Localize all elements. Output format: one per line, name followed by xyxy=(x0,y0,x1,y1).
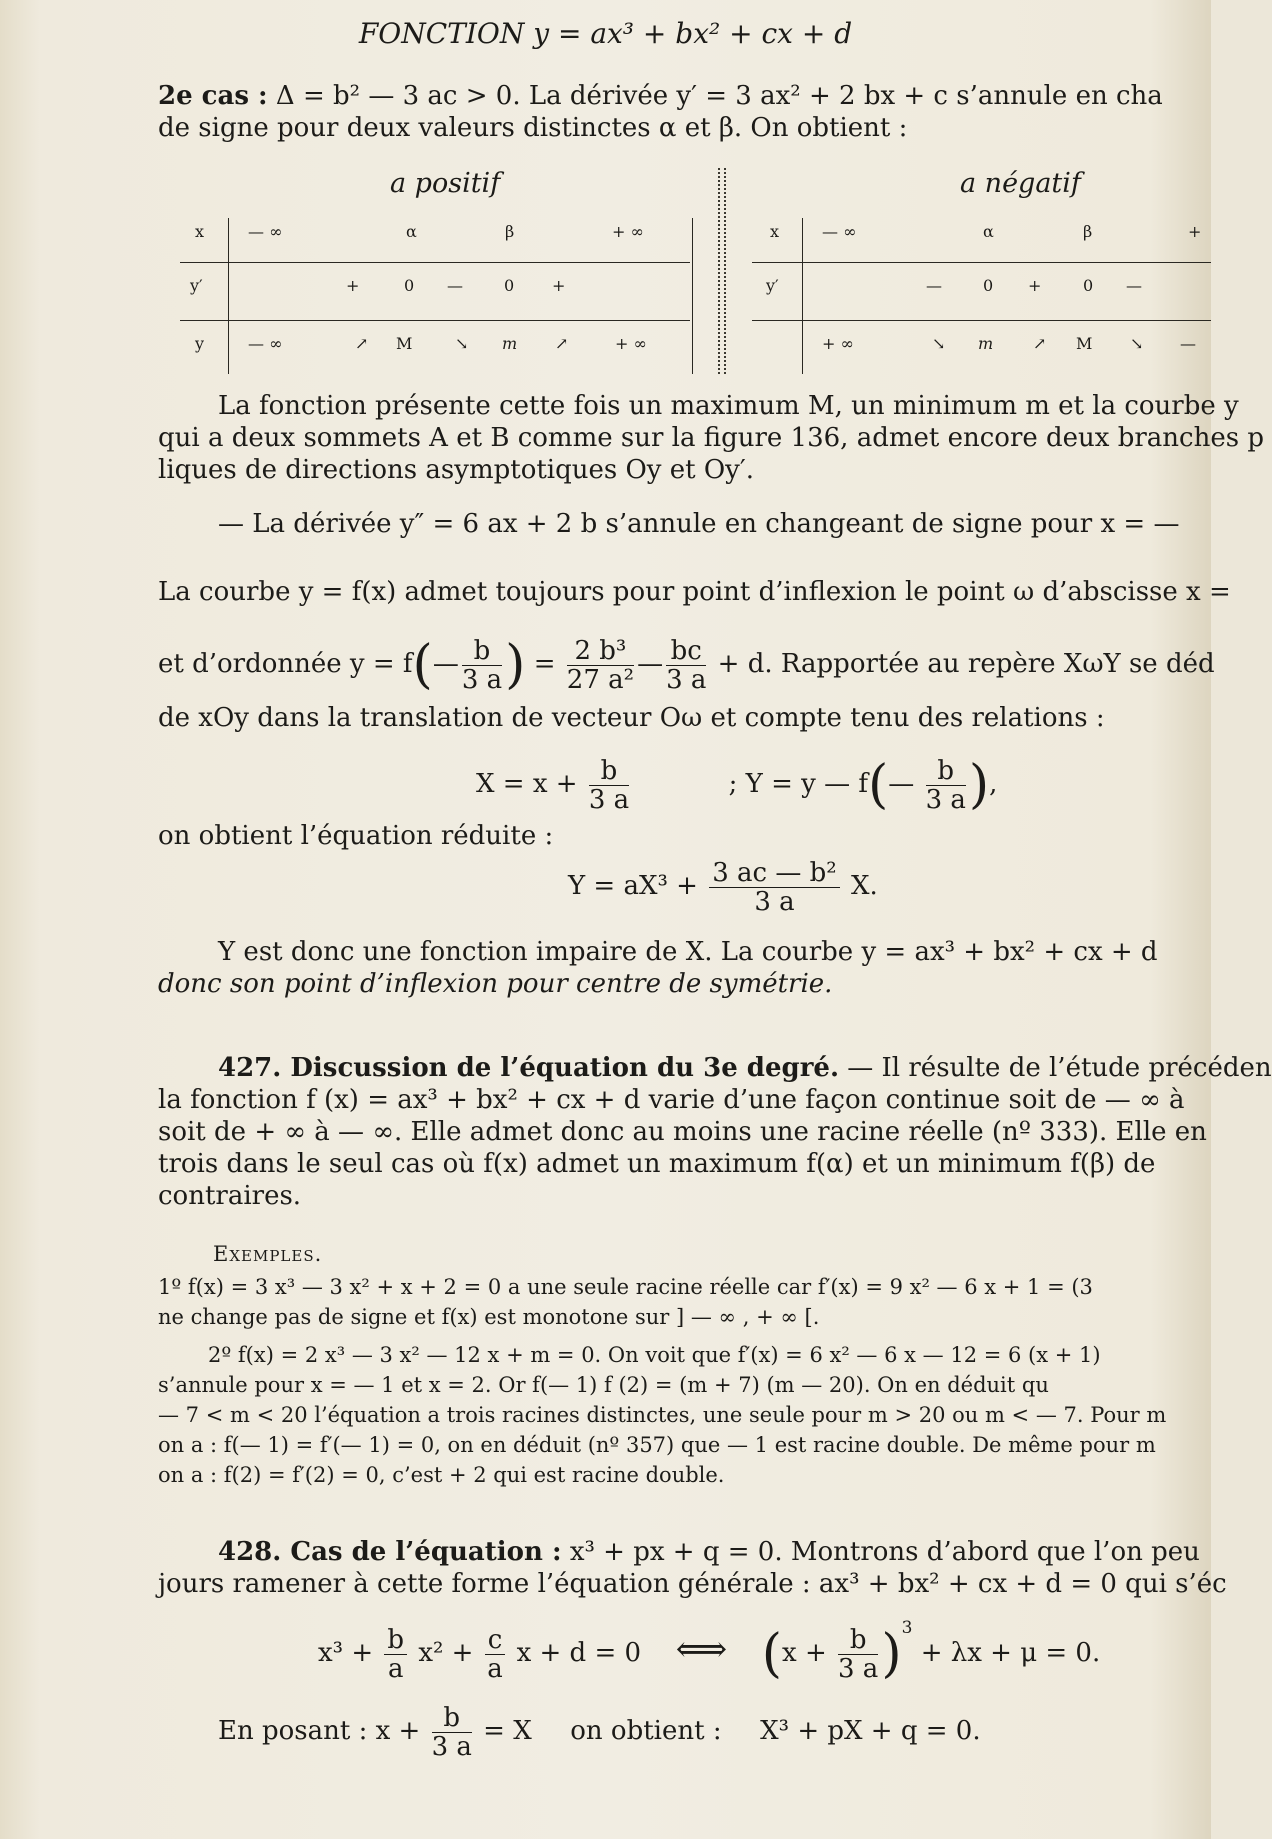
frac-den: 3 a xyxy=(431,1731,472,1762)
tp-y-arrow-down: ↘ xyxy=(455,334,469,353)
reduced-equation xyxy=(568,854,878,918)
tp-y-max: M xyxy=(396,334,413,353)
frac-num: c xyxy=(485,1626,506,1655)
paren-open: ( xyxy=(761,1624,783,1684)
tp-y-min: m xyxy=(502,334,518,353)
case2-label: 2e cas : xyxy=(158,81,268,111)
s427-title: 427. Discussion de l’équation du 3e degré. xyxy=(218,1053,839,1083)
tn-x-alpha: α xyxy=(983,222,994,241)
p5-line: on obtient l’équation réduite : xyxy=(158,821,554,851)
frac-num: b xyxy=(589,757,629,786)
frac-b-a xyxy=(384,1626,407,1683)
subst-minus: — xyxy=(888,769,915,799)
s427-line1-text: — Il résulte de l’étude précéden xyxy=(839,1053,1272,1083)
ord-eq: = xyxy=(533,649,556,679)
paren-close: ) xyxy=(505,635,526,695)
frac-num: bc xyxy=(666,637,706,666)
eq-xplus: x + xyxy=(782,1638,827,1668)
frac-den: 3 a xyxy=(461,664,503,695)
tn-yp-s3: — xyxy=(1126,276,1142,295)
subst-comma: , xyxy=(989,769,998,799)
ex-line2: ne change pas de signe et f(x) est monotone sur ] — ∞ , + ∞ [. xyxy=(158,1305,820,1329)
p3-line: La courbe y = f(x) admet toujours pour point d’inflexion le point ω d’abscisse x = xyxy=(158,577,1231,607)
tn-x-label: x xyxy=(770,222,780,241)
ordinate-line: et d’ordonnée y = f(— $\frac{b}{3 a}$ ) = $\frac{\text{2 b³}}{\text{27 a²}}$ — $\frac{bc}{3 a}$ + d. Rapportée au repère XωY se déd xyxy=(158,635,1215,695)
tp-vrule xyxy=(228,218,229,374)
tn-y-plus-inf: + ∞ xyxy=(822,334,854,353)
tp-yp-s3: + xyxy=(552,276,566,295)
tp-x-plus-inf: + ∞ xyxy=(612,222,644,241)
ex-line5: — 7 < m < 20 l’équation a trois racines distinctes, une seule pour m > 20 ou m < — 7. Pour m xyxy=(158,1403,1167,1427)
table-separator-2 xyxy=(724,168,726,374)
tn-y-arrow-down2: ↘ xyxy=(1130,334,1144,353)
frac-reduced xyxy=(709,859,839,916)
eq-tail: + λx + μ = 0. xyxy=(920,1638,1101,1668)
frac-den: a xyxy=(487,1653,503,1684)
posant-eqx: = X xyxy=(483,1716,532,1746)
frac-den: 27 a² xyxy=(566,664,635,695)
frac-b-3a xyxy=(432,1704,472,1761)
eq-x2: x² + xyxy=(418,1638,474,1668)
tn-x-minus-inf: — ∞ xyxy=(822,222,857,241)
frac-den: 3 a xyxy=(754,886,795,917)
reduced-end: X. xyxy=(850,871,878,901)
frac-den: 3 a xyxy=(588,784,630,815)
ex-line1: 1º f(x) = 3 x³ — 3 x² + x + 2 = 0 a une seule racine réelle car f′(x) = 9 x² — 6 x + 1 = (3 xyxy=(158,1275,1093,1299)
p6-line1: Y est donc une fonction impaire de X. La courbe y = ax³ + bx² + cx + d xyxy=(218,937,1158,967)
tn-y-minus: — xyxy=(1180,334,1196,353)
tn-yp-z2: 0 xyxy=(1083,276,1094,295)
reduced-start: Y = aX³ + xyxy=(568,871,698,901)
posant-result: X³ + pX + q = 0. xyxy=(760,1716,981,1746)
p1-line2: qui a deux sommets A et B comme sur la figure 136, admet encore deux branches p xyxy=(158,423,1264,453)
case2-line1-text: Δ = b² — 3 ac > 0. La dérivée y′ = 3 ax² + 2 bx + c s’annule en cha xyxy=(267,81,1163,111)
case2-line2: de signe pour deux valeurs distinctes α et β. On obtient : xyxy=(158,113,908,143)
ex-line6: on a : f(— 1) = f′(— 1) = 0, on en déduit (nº 357) que — 1 est racine double. De même pour m xyxy=(158,1433,1156,1457)
tp-y-arrow-up2: ↗ xyxy=(555,334,569,353)
subst-y: ; Y = y — f xyxy=(728,769,868,799)
s428-equation xyxy=(318,1610,1100,1690)
frac-den: a xyxy=(387,1653,404,1684)
tp-x-minus-inf: — ∞ xyxy=(248,222,283,241)
p1-line3: liques de directions asymptotiques Oy et Oy′. xyxy=(158,455,755,485)
frac-den: 3 a xyxy=(838,1653,879,1684)
table-separator-1 xyxy=(718,168,720,374)
tp-y-arrow-up1: ↗ xyxy=(355,334,369,353)
tn-y-min: m xyxy=(978,334,994,353)
p6-line2: donc son point d’inflexion pour centre de symétrie. xyxy=(158,969,833,999)
running-head: FONCTION y = ax³ + bx² + cx + d xyxy=(358,17,853,50)
frac-b-3a-2 xyxy=(926,757,966,814)
frac-b-3a xyxy=(462,637,502,694)
tp-yp-label: y′ xyxy=(190,276,203,295)
paren-open: ( xyxy=(868,755,889,815)
paren-open: ( xyxy=(412,635,433,695)
frac-den: 3 a xyxy=(666,664,707,695)
substitution-line xyxy=(476,752,997,816)
examples-heading: Exemples. xyxy=(213,1242,323,1266)
tn-vrule xyxy=(802,218,803,374)
tp-hrule2 xyxy=(180,320,690,321)
tn-yp-s2: + xyxy=(1028,276,1042,295)
s428-line1 xyxy=(218,1536,1258,1568)
tp-y-label: y xyxy=(195,334,205,353)
tn-hrule1 xyxy=(752,262,1211,263)
equivalence-arrow: ⟺ xyxy=(675,1629,728,1670)
tn-x-plus: + xyxy=(1188,222,1202,241)
tn-x-beta: β xyxy=(1083,222,1093,241)
p1-line1: La fonction présente cette fois un maximum M, un minimum m et la courbe y xyxy=(218,391,1239,421)
frac-num: b xyxy=(432,1704,472,1733)
tp-y-minus-inf: — ∞ xyxy=(248,334,283,353)
frac-num: 3 ac — b² xyxy=(709,859,839,888)
table-pos-title: a positif xyxy=(390,168,501,199)
tn-yp-z1: 0 xyxy=(983,276,994,295)
tn-y-max: M xyxy=(1076,334,1093,353)
frac-num: b xyxy=(926,757,966,786)
frac-num: 2 b³ xyxy=(567,637,634,666)
tn-hrule2 xyxy=(752,320,1211,321)
tn-yp-s1: — xyxy=(926,276,942,295)
tp-yp-z2: 0 xyxy=(504,276,515,295)
frac-num: b xyxy=(838,1626,878,1655)
table-neg-title: a négatif xyxy=(960,168,1081,199)
tp-hrule1 xyxy=(180,262,690,263)
s427-line1 xyxy=(218,1052,1272,1084)
case2-line1 xyxy=(158,80,1198,112)
s427-line5: contraires. xyxy=(158,1181,302,1211)
tn-y-arrow-down1: ↘ xyxy=(932,334,946,353)
ex-line3: 2º f(x) = 2 x³ — 3 x² — 12 x + m = 0. On voit que f′(x) = 6 x² — 6 x — 12 = 6 (x + 1) xyxy=(208,1343,1101,1367)
s428-line1-text: x³ + px + q = 0. Montrons d’abord que l’on peu xyxy=(561,1537,1200,1567)
frac-b-3a xyxy=(589,757,629,814)
eq-x3: x³ + xyxy=(318,1638,374,1668)
s428-line2: jours ramener à cette forme l’équation générale : ax³ + bx² + cx + d = 0 qui s’éc xyxy=(158,1569,1227,1599)
posant-start: En posant : x + xyxy=(218,1716,421,1746)
frac-num: b xyxy=(462,637,502,666)
ex-line4: s’annule pour x = — 1 et x = 2. Or f(— 1) f (2) = (m + 7) (m — 20). On en déduit qu xyxy=(158,1373,1049,1397)
paren-close: ) xyxy=(968,755,990,815)
s428-posant xyxy=(218,1696,981,1766)
frac-b-3a xyxy=(838,1626,878,1683)
frac-num: b xyxy=(384,1626,407,1655)
tp-x-beta: β xyxy=(505,222,515,241)
tp-y-plus-inf: + ∞ xyxy=(615,334,647,353)
p4-line: de xOy dans la translation de vecteur Oω et compte tenu des relations : xyxy=(158,703,1105,733)
s428-title: 428. Cas de l’équation : xyxy=(218,1537,562,1567)
frac-den: 3 a xyxy=(925,784,966,815)
tn-yp-label: y′ xyxy=(766,276,779,295)
s427-line4: trois dans le seul cas où f(x) admet un maximum f(α) et un minimum f(β) de xyxy=(158,1149,1156,1179)
p2-line: — La dérivée y″ = 6 ax + 2 b s’annule en changeant de signe pour x = — xyxy=(218,509,1180,539)
tp-yp-s1: + xyxy=(346,276,360,295)
eq-xd: x + d = 0 xyxy=(516,1638,642,1668)
frac-c-a xyxy=(485,1626,506,1683)
ex-line7: on a : f(2) = f′(2) = 0, c’est + 2 qui est racine double. xyxy=(158,1463,725,1487)
tp-right-rule xyxy=(692,218,693,374)
frac-bc-3a xyxy=(666,637,706,694)
frac-2b3-27a2 xyxy=(567,637,634,694)
tp-x-alpha: α xyxy=(406,222,417,241)
tp-yp-z1: 0 xyxy=(404,276,415,295)
subst-x: X = x + xyxy=(476,769,578,799)
tp-yp-s2: — xyxy=(447,276,463,295)
tn-y-arrow-up: ↗ xyxy=(1033,334,1047,353)
paren-close: ) xyxy=(881,1624,902,1684)
s427-line3: soit de + ∞ à — ∞. Elle admet donc au moins une racine réelle (nº 333). Elle en xyxy=(158,1117,1207,1147)
s427-line2: la fonction f (x) = ax³ + bx² + cx + d varie d’une façon continue soit de — ∞ à xyxy=(158,1085,1185,1115)
exponent-3: 3 xyxy=(901,1618,913,1638)
tp-x-label: x xyxy=(195,222,205,241)
ord-start: et d’ordonnée y = f xyxy=(158,649,413,679)
ord-tail: + d. Rapportée au repère XωY se déd xyxy=(717,649,1215,679)
posant-obtient: on obtient : xyxy=(570,1716,722,1746)
